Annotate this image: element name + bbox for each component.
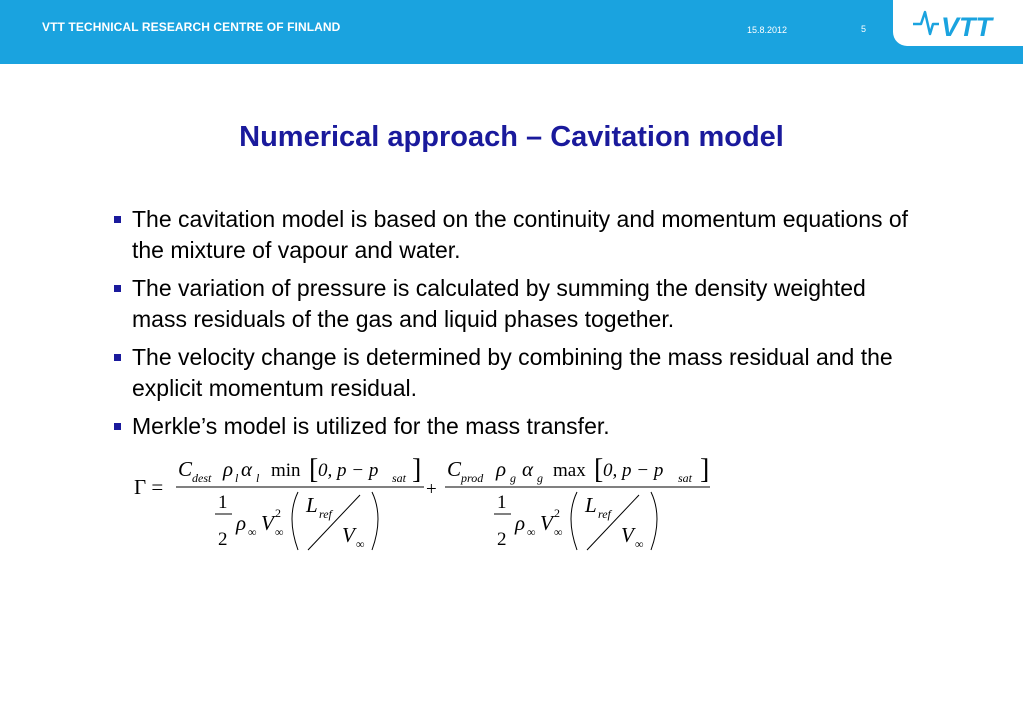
bracket-close: ] (412, 454, 422, 485)
bullet-square-icon (114, 216, 121, 223)
sub-ref-2: ref (598, 507, 611, 521)
rho-l: ρ (223, 457, 234, 481)
sub-inf: ∞ (248, 525, 257, 539)
plus-sign: + (426, 479, 437, 500)
coef-dest: C (178, 457, 193, 481)
logo-text: VTT (941, 12, 992, 42)
sub-sat-2: sat (678, 471, 693, 485)
header-bar (0, 0, 1023, 64)
bullet-square-icon (114, 423, 121, 430)
half-one: 1 (218, 492, 228, 513)
paren-close (372, 492, 378, 550)
rho-inf-2: ρ (515, 511, 526, 535)
sub-l-2: l (256, 471, 260, 485)
coef-prod: C (447, 457, 462, 481)
bullet-square-icon (114, 285, 121, 292)
l-ref-2: L (585, 493, 597, 517)
l-ref: L (306, 493, 318, 517)
alpha-l: α (241, 457, 253, 481)
v-inf-den-2: V (621, 523, 634, 547)
max-op: max (553, 460, 586, 481)
bullet-text: The variation of pressure is calculated by summing the density weighted mass residuals of the gas and liquid phases together. (132, 275, 866, 332)
rho-g: ρ (496, 457, 507, 481)
v-inf-den: V (342, 523, 355, 547)
paren-close-2 (651, 492, 657, 550)
bullet-item (112, 342, 922, 404)
sup-2: 2 (275, 506, 281, 520)
organization-name: VTT TECHNICAL RESEARCH CENTRE OF FINLAND (42, 20, 341, 34)
bracket-open-2: [ (594, 454, 604, 485)
args-1: 0, p − p (318, 460, 379, 481)
sub-dest: dest (192, 471, 212, 485)
bullet-text: The cavitation model is based on the continuity and momentum equations of the mixture of vapour and water. (132, 206, 909, 263)
slide-date: 15.8.2012 (747, 25, 788, 35)
half-one-2: 1 (497, 492, 507, 513)
sub-inf-2: ∞ (275, 525, 284, 539)
sub-prod: prod (461, 471, 484, 485)
alpha-g: α (522, 457, 534, 481)
sub-g-2: g (537, 471, 543, 485)
bullet-square-icon (114, 354, 121, 361)
bullet-list (112, 204, 922, 449)
sub-inf-5: ∞ (554, 525, 563, 539)
v-inf-2: V (540, 511, 553, 535)
rho-inf: ρ (236, 511, 247, 535)
bracket-close-2: ] (700, 454, 710, 485)
formula-lhs: Γ = (134, 475, 164, 499)
bullet-item (112, 411, 922, 442)
bracket-open: [ (309, 454, 319, 485)
sub-l: l (235, 471, 239, 485)
logo-container (893, 0, 1023, 46)
bullet-text: Merkle’s model is utilized for the mass transfer. (132, 413, 610, 439)
args-2: 0, p − p (603, 460, 664, 481)
sup-2-b: 2 (554, 506, 560, 520)
vtt-logo-icon (911, 4, 1011, 44)
v-inf: V (261, 511, 274, 535)
sub-inf-3: ∞ (356, 537, 365, 551)
bullet-item (112, 204, 922, 266)
half-two-2: 2 (497, 529, 507, 550)
sub-inf-4: ∞ (527, 525, 536, 539)
bullet-text: The velocity change is determined by combining the mass residual and the explicit momentum residual. (132, 344, 893, 401)
bullet-item (112, 273, 922, 335)
paren-open (292, 492, 298, 550)
sub-inf-6: ∞ (635, 537, 644, 551)
min-op: min (271, 460, 301, 481)
paren-open-2 (571, 492, 577, 550)
sub-g: g (510, 471, 516, 485)
slide-title: Numerical approach – Cavitation model (239, 121, 784, 153)
half-two: 2 (218, 529, 228, 550)
sub-ref: ref (319, 507, 332, 521)
page-number: 5 (861, 24, 867, 34)
sub-sat: sat (392, 471, 407, 485)
merkle-formula (120, 440, 720, 560)
